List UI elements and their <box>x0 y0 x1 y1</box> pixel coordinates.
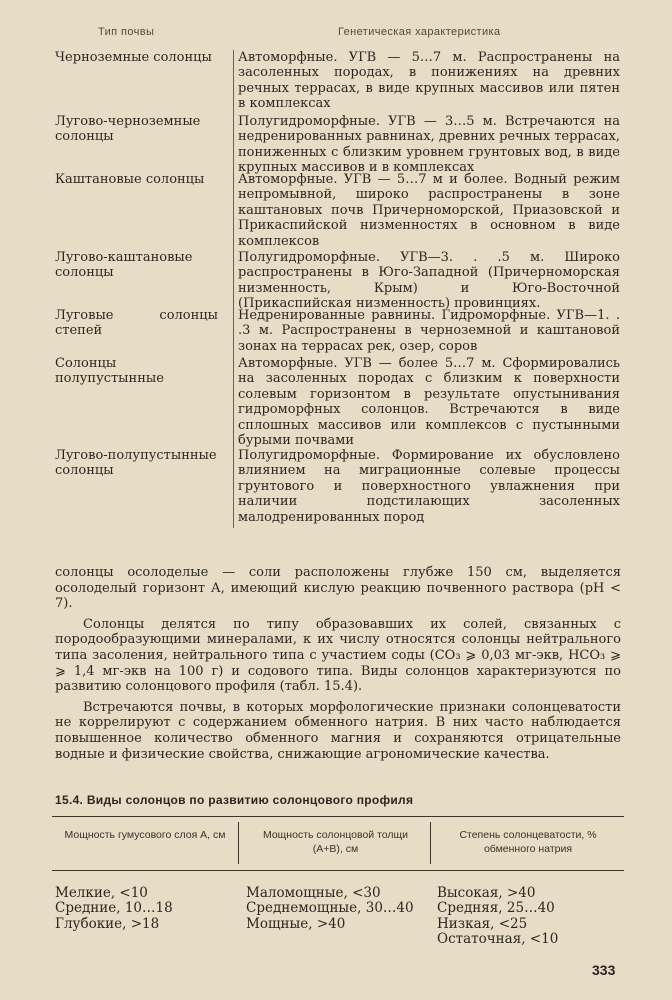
humus-thickness-column <box>55 886 173 932</box>
table-row <box>55 114 625 176</box>
solonetz-degree-column <box>437 886 558 948</box>
table-row <box>55 250 625 312</box>
soil-desc-cell: Полугидроморфные. УГВ—3. . .5 м. Широко распространены в Юго-Западной (Причерноморская низменность, Крым) и Юго-Восточной (Прикаспийская низменность) провинциях. <box>233 250 620 308</box>
soil-desc-cell: Недренированные равнины. Гидроморфные. УГВ—1. . .3 м. Распространены в черноземной и каштановой зонах на террасах рек, озер, соров <box>233 308 620 356</box>
table-row <box>55 50 625 114</box>
soil-type-cell: Лугово-каштановые солонцы <box>55 250 193 281</box>
soil-type-cell: Черноземные солонцы <box>55 50 212 65</box>
header-genetic-characteristic: Генетическая характеристика <box>338 26 501 38</box>
paragraph: Встречаются почвы, в которых морфологические признаки солонцеватости не коррелируют с содержанием обменного натрия. В них часто наблюдается повышенное количество обменного магния и сохраняются отрицательные водные и физические свойства, снижающие агрономические качества. <box>55 699 621 762</box>
soil-type-cell: Лугово-черноземные солонцы <box>55 114 201 145</box>
body-text <box>55 565 621 767</box>
soil-table-header <box>0 26 672 46</box>
soil-type-cell: Луговые солонцы степей <box>55 308 218 339</box>
soil-type-cell: Солонцы полупустынные <box>55 356 164 387</box>
soil-type-cell: Каштановые солонцы <box>55 172 205 187</box>
column-divider <box>238 822 239 864</box>
paragraph: Солонцы делятся по типу образовавших их солей, связанных с породообразующими минералами, к их числу относятся солонцы нейтрального типа засоления, нейтрального типа с участием соды (CO₃ ⩾ 0,03 мг-экв, HCO₃ ⩾ ⩾ 1,4 мг-экв на 100 г) и содового типа. Виды солонцов характеризуются по развитию солонцового профиля (табл. 15.4). <box>55 616 621 695</box>
table-row <box>55 356 625 448</box>
soil-desc-cell: Автоморфные. УГВ — более 5…7 м. Сформировались на засоленных породах с близким к поверхности солевым горизонтом в результате опустынивания гидроморфных солонцов. Встречаются в виде сплошных массивов или комплексов с пустынными бурыми почвами <box>233 356 620 448</box>
table-row <box>55 308 625 356</box>
table-cell: Высокая, >40 <box>437 885 536 901</box>
header-humus-thickness: Мощность гумусового слоя А, см <box>64 829 226 841</box>
soil-desc-cell: Полугидроморфные. Формирование их обусловлено влиянием на миграционные солевые процессы грунтового и поверхностного увлажнения при наличии подстилающих засоленных малодренированных пород <box>233 448 620 528</box>
header-solonetz-degree: Степень солонцеватости, % обменного натрия <box>459 829 597 855</box>
soil-desc-cell: Полугидроморфные. УГВ — 3…5 м. Встречаются на недренированных равнинах, древних речных террасах, пониженных с близким уровнем грунтовых вод, в виде крупных массивов и в комплексах <box>233 114 620 172</box>
column-divider <box>430 822 431 864</box>
paragraph: солонцы осолоделые — соли расположены глубже 150 см, выделяется осолоделый горизонт А, имеющий кислую реакцию почвенного раствора (pH < 7). <box>55 565 621 612</box>
header-solonetz-thickness: Мощность солонцовой толщи (А+В), см <box>262 829 409 855</box>
table-cell: Средняя, 25…40 <box>437 900 555 917</box>
table-caption: 15.4. Виды солонцов по развитию солонцового профиля <box>55 793 414 807</box>
page-number: 333 <box>592 962 616 978</box>
table-header-rule <box>52 870 624 871</box>
table-row <box>55 172 625 250</box>
soil-table <box>55 50 625 528</box>
table-row <box>55 448 625 528</box>
table-cell: Мелкие, <10 <box>55 885 148 901</box>
table-cell: Низкая, <25 <box>437 915 528 932</box>
table-cell: Мощные, >40 <box>246 915 346 932</box>
header-soil-type: Тип почвы <box>98 26 155 38</box>
table-cell: Остаточная, <10 <box>437 931 559 948</box>
soil-desc-cell: Автоморфные. УГВ — 5…7 м. Распространены на засоленных породах, в понижениях на древних речных террасах, в виде крупных массивов или пятен в комплексах <box>233 50 620 114</box>
soil-type-cell: Лугово-полупустынные солонцы <box>55 448 217 479</box>
solonetz-thickness-column <box>246 886 414 932</box>
table-cell: Среднемощные, 30…40 <box>246 900 414 917</box>
soil-desc-cell: Автоморфные. УГВ — 5…7 м и более. Водный режим непромывной, широко распространены в зоне каштановых почв Причерноморской, Приазовской и Прикаспийской низменностях в основном в виде комплексов <box>233 172 620 250</box>
table-cell: Средние, 10…18 <box>55 900 173 917</box>
table-cell: Маломощные, <30 <box>246 885 381 901</box>
table-top-rule <box>52 816 624 817</box>
table-cell: Глубокие, >18 <box>55 915 160 932</box>
